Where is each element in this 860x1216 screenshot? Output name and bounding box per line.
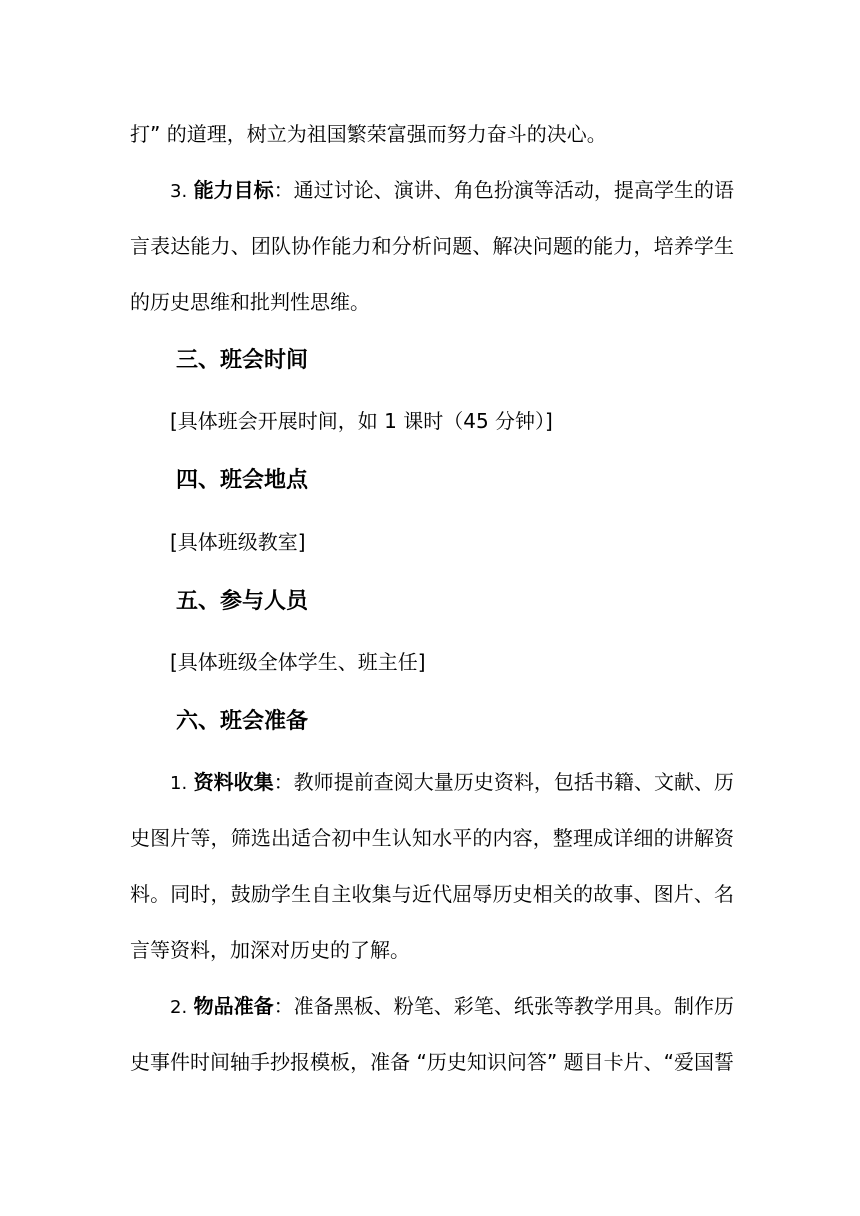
prep-item-1-line-2: 史图片等，筛选出适合初中生认知水平的内容，整理成详细的讲解资	[130, 826, 734, 850]
section-5-content: [具体班级全体学生、班主任]	[170, 650, 426, 674]
section-4-content: [具体班级教室]	[170, 530, 306, 554]
prep-item-1-line-3: 料。同时，鼓励学生自主收集与近代屈辱历史相关的故事、图片、名	[130, 882, 734, 906]
section-4-heading: 四、班会地点	[176, 468, 309, 493]
prep-item-1-line-4: 言等资料，加深对历史的了解。	[130, 938, 410, 962]
ability-goal-line-1: 3. 能力目标：通过讨论、演讲、角色扮演等活动，提高学生的语	[170, 178, 735, 202]
ability-goal-line-3: 的历史思维和批判性思维。	[130, 290, 370, 314]
paragraph-continuation-line: 打” 的道理，树立为祖国繁荣富强而努力奋斗的决心。	[130, 122, 607, 146]
prep-item-1-line-1: 1. 资料收集：教师提前查阅大量历史资料，包括书籍、文献、历	[170, 770, 735, 794]
section-5-heading: 五、参与人员	[176, 589, 309, 614]
ability-goal-number: 3.	[170, 181, 188, 202]
section-3-content: [具体班会开展时间，如 1 课时（45 分钟）]	[170, 409, 553, 433]
ability-goal-line-2: 言表达能力、团队协作能力和分析问题、解决问题的能力，培养学生	[130, 234, 734, 258]
section-3-heading: 三、班会时间	[176, 348, 309, 373]
ability-goal-label: 能力目标	[193, 178, 274, 202]
prep-item-1-label: 资料收集	[193, 770, 274, 794]
prep-item-1-number: 1.	[170, 773, 188, 794]
section-6-heading: 六、班会准备	[176, 709, 309, 734]
prep-item-2-label: 物品准备	[193, 994, 274, 1018]
prep-item-2-line-1: 2. 物品准备：准备黑板、粉笔、彩笔、纸张等教学用具。制作历	[170, 994, 735, 1018]
prep-item-2-line-2: 史事件时间轴手抄报模板，准备 “历史知识问答” 题目卡片、“爱国誓	[130, 1050, 734, 1074]
prep-item-2-number: 2.	[170, 997, 188, 1018]
